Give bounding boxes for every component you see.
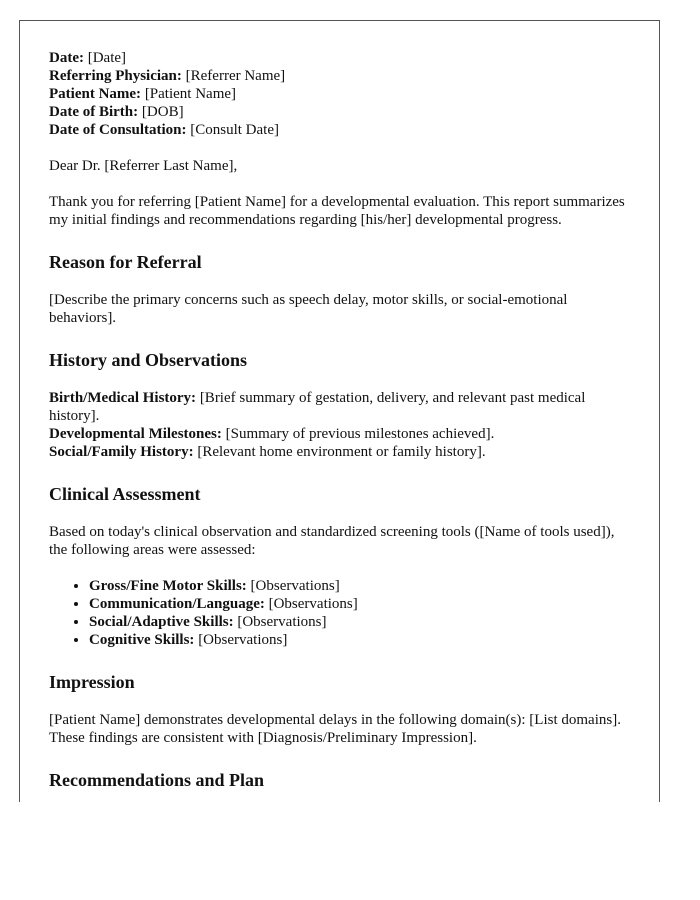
date-of-consultation-value: [Consult Date] [190, 122, 279, 138]
date-of-birth-label: Date of Birth: [49, 104, 139, 120]
area-value: [Observations] [250, 578, 340, 594]
referring-physician-line [49, 67, 630, 85]
history-heading: History and Observations [49, 350, 248, 370]
history-body [49, 389, 630, 461]
salutation: Dear Dr. [Referrer Last Name], [49, 158, 238, 174]
list-item [89, 595, 630, 613]
recommendations-heading: Recommendations and Plan [49, 770, 265, 790]
assessment-areas-list [49, 577, 630, 649]
list-item [89, 577, 630, 595]
area-label: Gross/Fine Motor Skills: [89, 578, 247, 594]
date-of-birth-line [49, 103, 630, 121]
assessment-heading: Clinical Assessment [49, 484, 201, 504]
date-of-consultation-line [49, 121, 630, 139]
area-value: [Observations] [198, 632, 288, 648]
header-info [49, 49, 630, 139]
developmental-milestones [49, 425, 630, 443]
patient-name-value: [Patient Name] [144, 86, 237, 102]
letter-page [19, 20, 660, 802]
area-value: [Observations] [237, 614, 327, 630]
date-of-consultation-label: Date of Consultation: [49, 122, 187, 138]
area-value: [Observations] [268, 596, 358, 612]
social-family-history [49, 443, 630, 461]
referring-physician-value: [Referrer Name] [185, 68, 286, 84]
history-item-label: Developmental Milestones: [49, 426, 222, 442]
reason-heading: Reason for Referral [49, 252, 202, 272]
area-label: Communication/Language: [89, 596, 265, 612]
patient-name-line [49, 85, 630, 103]
date-label: Date: [49, 50, 84, 66]
history-item-value: [Brief summary of gestation, delivery, and relevant past medical history]. [49, 390, 586, 424]
impression-heading: Impression [49, 672, 135, 692]
history-item-label: Birth/Medical History: [49, 390, 197, 406]
history-item-value: [Relevant home environment or family history]. [197, 444, 486, 460]
area-label: Social/Adaptive Skills: [89, 614, 234, 630]
list-item [89, 631, 630, 649]
referring-physician-label: Referring Physician: [49, 68, 182, 84]
date-line [49, 49, 630, 67]
history-item-label: Social/Family History: [49, 444, 194, 460]
impression-body: [Patient Name] demonstrates developmental delays in the following domain(s): [List domains]. These findings are consistent with [Diagnosis/Preliminary Impression]. [49, 712, 621, 746]
date-value: [Date] [87, 50, 127, 66]
date-of-birth-value: [DOB] [141, 104, 184, 120]
assessment-body: Based on today's clinical observation and standardized screening tools ([Name of tools used]), the following areas were assessed: [49, 524, 615, 558]
birth-medical-history [49, 389, 630, 425]
patient-name-label: Patient Name: [49, 86, 142, 102]
list-item [89, 613, 630, 631]
history-item-value: [Summary of previous milestones achieved]. [225, 426, 495, 442]
area-label: Cognitive Skills: [89, 632, 195, 648]
reason-body: [Describe the primary concerns such as speech delay, motor skills, or social-emotional behaviors]. [49, 292, 568, 326]
intro-paragraph: Thank you for referring [Patient Name] for a developmental evaluation. This report summarizes my initial findings and recommendations regarding [his/her] developmental progress. [49, 194, 625, 228]
